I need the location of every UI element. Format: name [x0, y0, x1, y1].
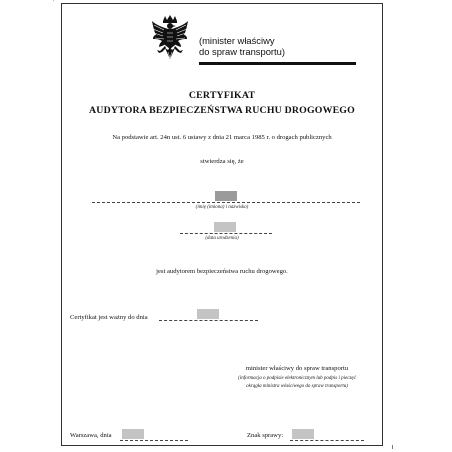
certificate-title: CERTYFIKAT — [188, 90, 256, 101]
issue-date-field[interactable] — [122, 429, 144, 439]
certificate-sheet — [61, 3, 383, 446]
case-number-label: Znak sprawy: — [247, 432, 284, 439]
birthdate-dashed-line — [180, 233, 272, 234]
certificate-subtitle: AUDYTORA BEZPIECZEŃSTWA RUCHU DROGOWEGO — [89, 105, 355, 116]
birthdate-field[interactable] — [214, 222, 236, 232]
corner-crop-mark — [392, 445, 397, 449]
signature-note-line-2: okrągła ministra właściwego do spraw transportu) — [246, 384, 348, 389]
validity-dashed-line — [159, 320, 258, 321]
page-corner-mark: ' — [53, 0, 55, 6]
place-date-label: Warszawa, dnia — [70, 432, 112, 439]
issue-date-dashed-line — [120, 440, 188, 441]
authority-line-1: (minister właściwy — [199, 35, 275, 46]
signer-title: minister właściwy do spraw transportu — [245, 365, 349, 372]
legal-basis-text: Na podstawie art. 24n ust. 6 ustawy z dnia 21 marca 1985 r. o drogach publicznych — [112, 134, 332, 141]
authority-line-2: do spraw transportu) — [199, 46, 285, 57]
validity-date-field[interactable] — [197, 309, 219, 319]
case-number-dashed-line — [290, 440, 364, 441]
name-field[interactable] — [215, 191, 237, 201]
issuing-authority — [199, 35, 359, 57]
signature-note — [212, 375, 382, 391]
auditor-statement: jest audytorem bezpieczeństwa ruchu drogowego. — [156, 268, 288, 275]
name-dashed-line — [92, 202, 360, 203]
birthdate-caption: (data urodzenia) — [205, 236, 239, 241]
eagle-emblem-icon — [150, 15, 190, 63]
validity-label: Certyfikat jest ważny do dnia — [70, 314, 148, 321]
signature-note-line-1: (informacja o podpisie elektronicznym lub podpis i pieczęć — [238, 376, 356, 381]
authority-underline — [199, 62, 356, 65]
case-number-field[interactable] — [292, 429, 314, 439]
name-caption: (imię (imiona) i nazwisko) — [195, 205, 249, 210]
certifies-text: stwierdza się, że — [200, 158, 244, 165]
